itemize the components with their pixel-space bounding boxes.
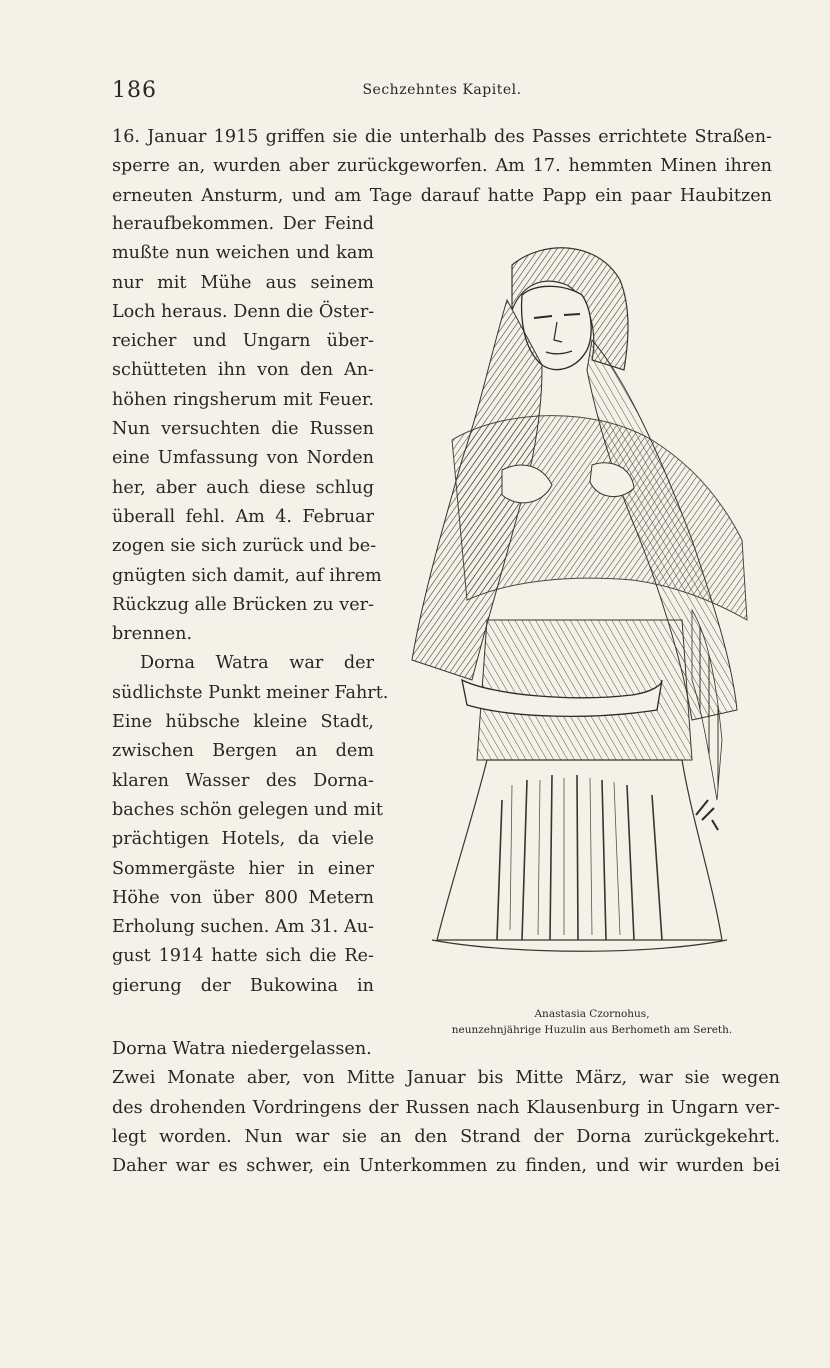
paragraph-top — [112, 123, 772, 211]
text-line: Eine hübsche kleine Stadt, — [112, 712, 374, 733]
caption-name: Anastasia Czornohus, — [534, 1008, 650, 1020]
text-line: überall fehl. Am 4. Februar — [112, 506, 374, 527]
text-line: mußte nun weichen und kam — [112, 243, 374, 264]
portrait-illustration — [392, 240, 787, 982]
text-line: heraufbekommen. Der Feind — [112, 214, 374, 234]
text-line: gust 1914 hatte sich die Re- — [112, 946, 374, 967]
figure-caption — [392, 1006, 792, 1038]
text-line: Sommergäste hier in einer — [112, 858, 374, 879]
text-line: südlichste Punkt meiner Fahrt. — [112, 682, 389, 703]
text-line: Rückzug alle Brücken zu ver- — [112, 594, 374, 615]
text-line: her, aber auch diese schlug — [112, 477, 374, 498]
text-line: Erholung suchen. Am 31. Au- — [112, 917, 374, 938]
text-line: des drohenden Vordringens der Russen nach Klausenburg in Ungarn ver- — [112, 1097, 780, 1118]
page-number: 186 — [112, 78, 157, 103]
text-line: höhen ringsherum mit Feuer. — [112, 389, 374, 410]
text-line: Dorna Watra niedergelassen. — [112, 1039, 372, 1059]
text-line: eine Umfassung von Norden — [112, 448, 374, 469]
text-line: erneuten Ansturm, und am Tage darauf hatte Papp ein paar Haubitzen — [112, 185, 772, 206]
text-line: gierung der Bukowina in — [112, 975, 374, 996]
text-line: prächtigen Hotels, da viele — [112, 829, 374, 850]
running-head — [112, 78, 772, 106]
text-line: 16. Januar 1915 griffen sie die unterhalb des Passes errichtete Straßen- — [112, 127, 772, 147]
text-line: zogen sie sich zurück und be- — [112, 536, 377, 557]
caption-description: neunzehnjährige Huzulin aus Berhometh am Sereth. — [451, 1024, 733, 1036]
text-line: Daher war es schwer, ein Unterkommen zu finden, und wir wurden bei — [112, 1156, 780, 1177]
text-line: gnügten sich damit, auf ihrem — [112, 565, 382, 586]
text-line: nur mit Mühe aus seinem — [112, 272, 374, 293]
paragraph-beside-figure — [112, 210, 389, 1001]
text-line: legt worden. Nun war sie an den Strand der Dorna zurückgekehrt. — [112, 1126, 780, 1147]
text-line: Nun versuchten die Russen — [112, 419, 374, 440]
text-line: baches schön gelegen und mit — [112, 799, 383, 820]
woman-drawing — [392, 240, 787, 982]
paragraph-bottom — [112, 1035, 780, 1181]
text-line: brennen. — [112, 624, 193, 645]
text-line: schütteten ihn von den An- — [112, 360, 374, 381]
text-line: Zwei Monate aber, von Mitte Januar bis Mitte März, war sie wegen — [112, 1068, 780, 1089]
text-line: sperre an, wurden aber zurückgeworfen. Am 17. hemmten Minen ihren — [112, 156, 772, 177]
text-line: klaren Wasser des Dorna- — [112, 770, 374, 791]
chapter-title: Sechzehntes Kapitel. — [362, 82, 522, 98]
text-line: Dorna Watra war der — [140, 653, 374, 674]
text-line: Höhe von über 800 Metern — [112, 887, 374, 908]
text-line: reicher und Ungarn über- — [112, 331, 374, 352]
text-line: Loch heraus. Denn die Öster- — [112, 301, 375, 322]
text-line: zwischen Bergen an dem — [112, 741, 374, 762]
